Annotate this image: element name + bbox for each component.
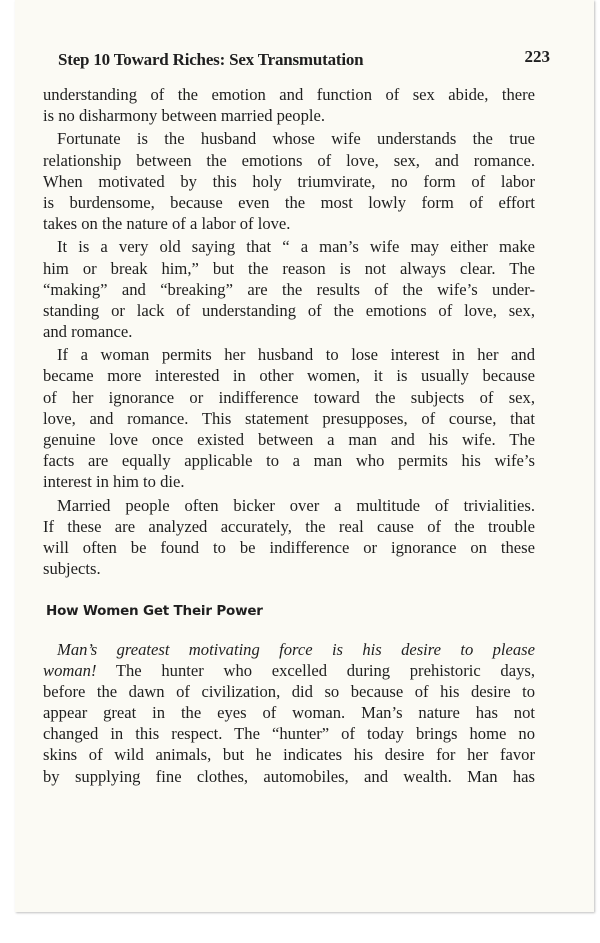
italic-lead: woman! bbox=[43, 660, 97, 680]
paragraph bbox=[43, 128, 535, 234]
text-line: will often be found to be indifference or ignorance on these bbox=[43, 537, 535, 557]
text-line: is burdensome, because even the most lowly form of effort bbox=[43, 192, 535, 212]
text-line: appear great in the eyes of woman. Man’s nature has not bbox=[43, 703, 535, 723]
text-line: relationship between the emotions of love, sex, and romance. bbox=[43, 150, 535, 170]
running-head bbox=[58, 47, 550, 74]
text-line: of her ignorance or indifference toward the subjects of sex, bbox=[43, 387, 535, 407]
text-line: skins of wild animals, but he indicates his desire for her favor bbox=[43, 745, 535, 765]
text-line: If these are analyzed accurately, the real cause of the trouble bbox=[43, 516, 535, 536]
text-line: standing or lack of understanding of the emotions of love, sex, bbox=[43, 300, 535, 320]
section-heading: How Women Get Their Power bbox=[46, 603, 263, 620]
page-number: 223 bbox=[524, 47, 550, 66]
text-line: love, and romance. This statement presupposes, of course, that bbox=[43, 408, 535, 428]
text-line: changed in this respect. The “hunter” of today brings home no bbox=[43, 724, 535, 744]
text-line: understanding of the emotion and function of sex abide, there bbox=[43, 85, 535, 104]
text-line: before the dawn of civilization, did so because of his desire to bbox=[43, 681, 535, 701]
paragraph bbox=[43, 344, 535, 492]
text-line: subjects. bbox=[43, 559, 101, 579]
text-line: is no disharmony between married people. bbox=[43, 106, 326, 126]
paragraph bbox=[43, 495, 535, 580]
text-line: him or break him,” but the reason is not always clear. The bbox=[43, 258, 535, 278]
text-line: became more interested in other women, it is usually because bbox=[43, 366, 535, 386]
paragraph bbox=[43, 84, 535, 126]
paragraph bbox=[43, 236, 535, 342]
chapter-title: Step 10 Toward Riches: Sex Transmutation bbox=[58, 50, 364, 69]
italic-lead: Man’s greatest motivating force is his desire to please bbox=[57, 639, 535, 659]
text-line: Fortunate is the husband whose wife understands the true bbox=[57, 129, 535, 149]
text-line: takes on the nature of a labor of love. bbox=[43, 214, 291, 234]
text-line: interest in him to die. bbox=[43, 472, 185, 492]
text-line: genuine love once existed between a man and his wife. The bbox=[43, 430, 535, 449]
text-run: The hunter who excelled during prehistoric days, bbox=[96, 660, 535, 680]
text-line: If a woman permits her husband to lose interest in her and bbox=[57, 345, 535, 365]
text-line: It is a very old saying that “ a man’s wife may either make bbox=[57, 237, 535, 257]
text-line: Married people often bicker over a multitude of trivialities. bbox=[57, 495, 535, 515]
text-line: “making” and “breaking” are the results of the wife’s under- bbox=[43, 279, 535, 299]
page-body bbox=[43, 84, 535, 789]
text-line bbox=[43, 639, 535, 660]
text-line: by supplying fine clothes, automobiles, and wealth. Man has bbox=[43, 766, 535, 786]
paragraph bbox=[43, 639, 535, 787]
text-line bbox=[43, 660, 535, 681]
text-line: When motivated by this holy triumvirate, no form of labor bbox=[43, 171, 535, 191]
text-line: and romance. bbox=[43, 322, 133, 342]
text-line: facts are equally applicable to a man who permits his wife’s bbox=[43, 451, 535, 471]
